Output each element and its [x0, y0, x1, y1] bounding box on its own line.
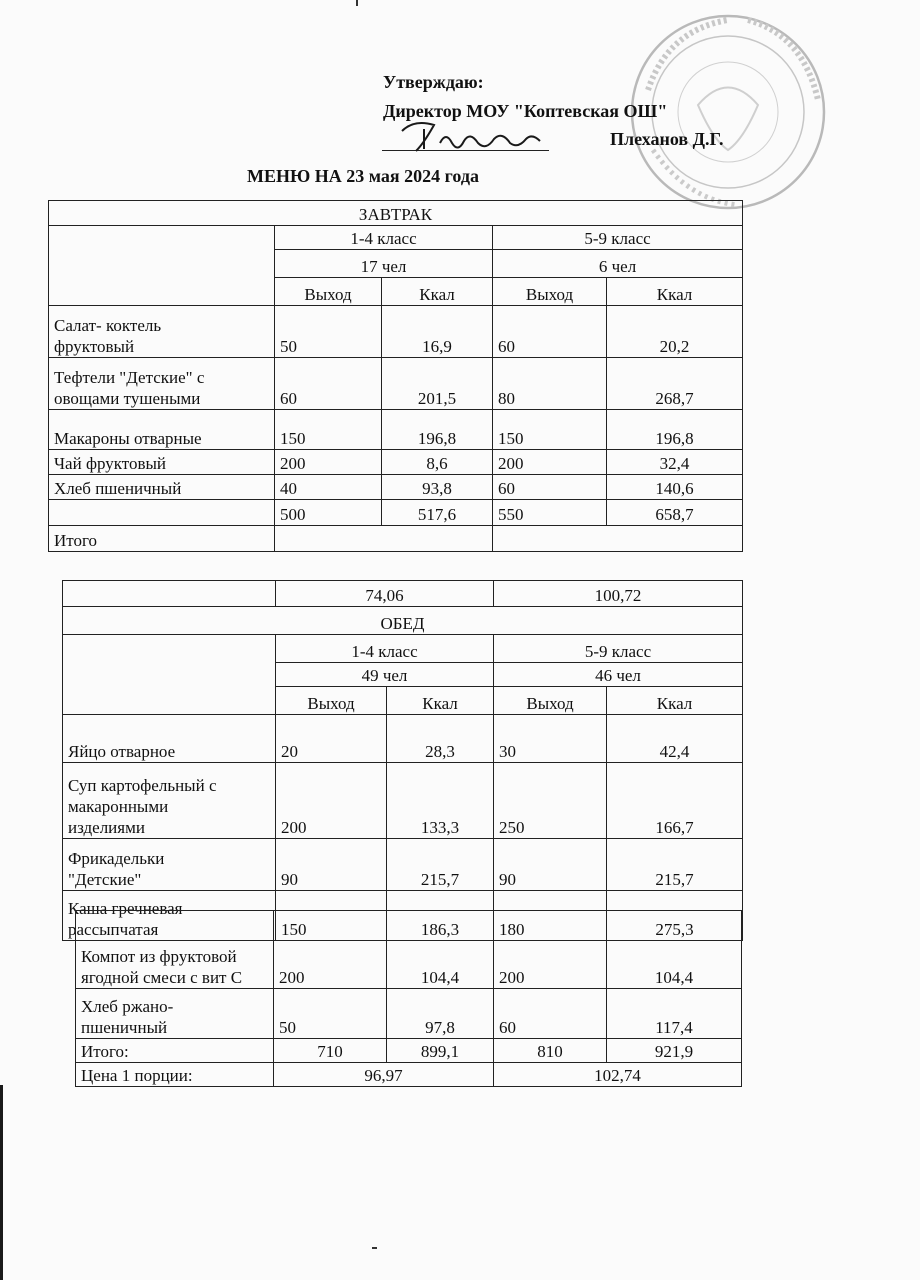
- lunch-out-header: Выход: [276, 687, 387, 715]
- signature: [394, 113, 550, 158]
- dish-name: Хлеб ржано- пшеничный: [76, 989, 274, 1039]
- approve-label: Утверждаю:: [383, 72, 484, 92]
- kcal-cell: 268,7: [607, 358, 743, 410]
- blank-cell: [49, 500, 275, 526]
- kcal-cell: 104,4: [607, 911, 742, 989]
- sum-out1: 500: [275, 500, 382, 526]
- lunch-bottom-table: [75, 910, 742, 1087]
- kcal-cell: 8,6: [382, 450, 493, 475]
- table-row: [63, 715, 743, 763]
- table-row: [49, 306, 743, 358]
- director-name: Плеханов Д.Г.: [610, 129, 724, 149]
- out-cell: 80: [493, 358, 607, 410]
- out-cell: 150: [493, 410, 607, 450]
- kcal-cell: 275,3: [607, 891, 743, 941]
- breakfast-blank-header: [49, 226, 275, 306]
- total-kcal2: 921,9: [607, 1039, 742, 1063]
- lunch-out-header: Выход: [494, 687, 607, 715]
- dish-name: Яйцо отварное: [63, 715, 276, 763]
- breakfast-class2: 5-9 класс: [493, 226, 743, 250]
- kcal-cell: 42,4: [607, 715, 743, 763]
- table-row: [49, 450, 743, 475]
- total-out1: 710: [274, 1039, 387, 1063]
- breakfast-kcal-header: Ккал: [607, 278, 743, 306]
- breakfast-class1: 1-4 класс: [275, 226, 493, 250]
- kcal-cell: 104,4: [387, 911, 494, 989]
- price-row: [76, 1063, 742, 1087]
- out-cell: 40: [275, 475, 382, 500]
- breakfast-section-title: ЗАВТРАК: [49, 201, 743, 226]
- page-title: МЕНЮ НА 23 мая 2024 года: [247, 166, 479, 186]
- kcal-cell: 28,3: [387, 715, 494, 763]
- sum-kcal2: 658,7: [607, 500, 743, 526]
- breakfast-price1: 74,06: [276, 581, 494, 607]
- total-kcal1: 899,1: [387, 1039, 494, 1063]
- out-cell: 30: [494, 715, 607, 763]
- kcal-cell: 196,8: [607, 410, 743, 450]
- out-cell: 200: [275, 450, 382, 475]
- table-row: [63, 839, 743, 891]
- kcal-cell: 32,4: [607, 450, 743, 475]
- scan-dot: [372, 1247, 377, 1249]
- table-row: [49, 475, 743, 500]
- out-cell: 60: [494, 989, 607, 1039]
- total-label: Итого:: [76, 1039, 274, 1063]
- total-out2: 810: [494, 1039, 607, 1063]
- dish-name: Компот из фруктовой ягодной смеси с вит С: [76, 911, 274, 989]
- kcal-cell: 215,7: [387, 839, 494, 891]
- breakfast-out-header: Выход: [493, 278, 607, 306]
- lunch-kcal-header: Ккал: [387, 687, 494, 715]
- kcal-cell: 117,4: [607, 989, 742, 1039]
- kcal-cell: 133,3: [387, 763, 494, 839]
- total-label: Итого: [49, 526, 275, 552]
- kcal-cell: 215,7: [607, 839, 743, 891]
- table-row-total: [49, 526, 743, 552]
- price-value1: 96,97: [274, 1063, 494, 1087]
- out-cell: 200: [276, 763, 387, 839]
- breakfast-price2: 100,72: [494, 581, 743, 607]
- out-cell: 200: [493, 450, 607, 475]
- table-row: [49, 410, 743, 450]
- out-cell: 60: [493, 306, 607, 358]
- kcal-cell: 97,8: [387, 989, 494, 1039]
- out-cell: 180: [494, 891, 607, 941]
- breakfast-count1: 17 чел: [275, 250, 493, 278]
- table-row: [76, 911, 742, 989]
- table-row-sum: [49, 500, 743, 526]
- dish-name: Салат- коктель фруктовый: [49, 306, 275, 358]
- dish-name: Суп картофельный с макаронными изделиями: [63, 763, 276, 839]
- breakfast-price-row: [63, 581, 743, 607]
- kcal-cell: 93,8: [382, 475, 493, 500]
- lunch-table: [62, 580, 743, 941]
- table-row: [49, 358, 743, 410]
- out-cell: 150: [275, 410, 382, 450]
- out-cell: 90: [494, 839, 607, 891]
- sum-out2: 550: [493, 500, 607, 526]
- out-cell: 150: [276, 891, 387, 941]
- kcal-cell: 140,6: [607, 475, 743, 500]
- scan-edge-line: [0, 1085, 3, 1280]
- price-label: Цена 1 порции:: [76, 1063, 274, 1087]
- lunch-class2: 5-9 класс: [494, 635, 743, 663]
- dish-name: Тефтели "Детские" с овощами тушеными: [49, 358, 275, 410]
- kcal-cell: 196,8: [382, 410, 493, 450]
- lunch-class1: 1-4 класс: [276, 635, 494, 663]
- out-cell: 200: [274, 911, 387, 989]
- sum-kcal1: 517,6: [382, 500, 493, 526]
- blank-cell: [63, 581, 276, 607]
- out-cell: 60: [493, 475, 607, 500]
- table-row-total: [76, 1039, 742, 1063]
- kcal-cell: 20,2: [607, 306, 743, 358]
- blank-cell: [493, 526, 743, 552]
- price-value2: 102,74: [494, 1063, 742, 1087]
- dish-name: Фрикадельки "Детские": [63, 839, 276, 891]
- dish-name: Чай фруктовый: [49, 450, 275, 475]
- dish-name: Макароны отварные: [49, 410, 275, 450]
- kcal-cell: 166,7: [607, 763, 743, 839]
- dish-name: Каша гречневая рассыпчатая: [63, 891, 276, 941]
- breakfast-out-header: Выход: [275, 278, 382, 306]
- breakfast-count2: 6 чел: [493, 250, 743, 278]
- blank-cell: [275, 526, 493, 552]
- dish-name: Хлеб пшеничный: [49, 475, 275, 500]
- out-cell: 50: [274, 989, 387, 1039]
- lunch-kcal-header: Ккал: [607, 687, 743, 715]
- kcal-cell: 186,3: [387, 891, 494, 941]
- kcal-cell: 16,9: [382, 306, 493, 358]
- breakfast-kcal-header: Ккал: [382, 278, 493, 306]
- table-row: [76, 989, 742, 1039]
- lunch-section-title: ОБЕД: [63, 607, 743, 635]
- breakfast-table: [48, 200, 743, 552]
- out-cell: 250: [494, 763, 607, 839]
- director-line: Директор МОУ "Коптевская ОШ": [383, 101, 668, 121]
- lunch-count1: 49 чел: [276, 663, 494, 687]
- lunch-blank-header: [63, 635, 276, 715]
- out-cell: 50: [275, 306, 382, 358]
- lunch-count2: 46 чел: [494, 663, 743, 687]
- scan-dot: [356, 0, 358, 6]
- out-cell: 90: [276, 839, 387, 891]
- out-cell: 200: [494, 911, 607, 989]
- out-cell: 20: [276, 715, 387, 763]
- table-row: [63, 763, 743, 839]
- out-cell: 60: [275, 358, 382, 410]
- kcal-cell: 201,5: [382, 358, 493, 410]
